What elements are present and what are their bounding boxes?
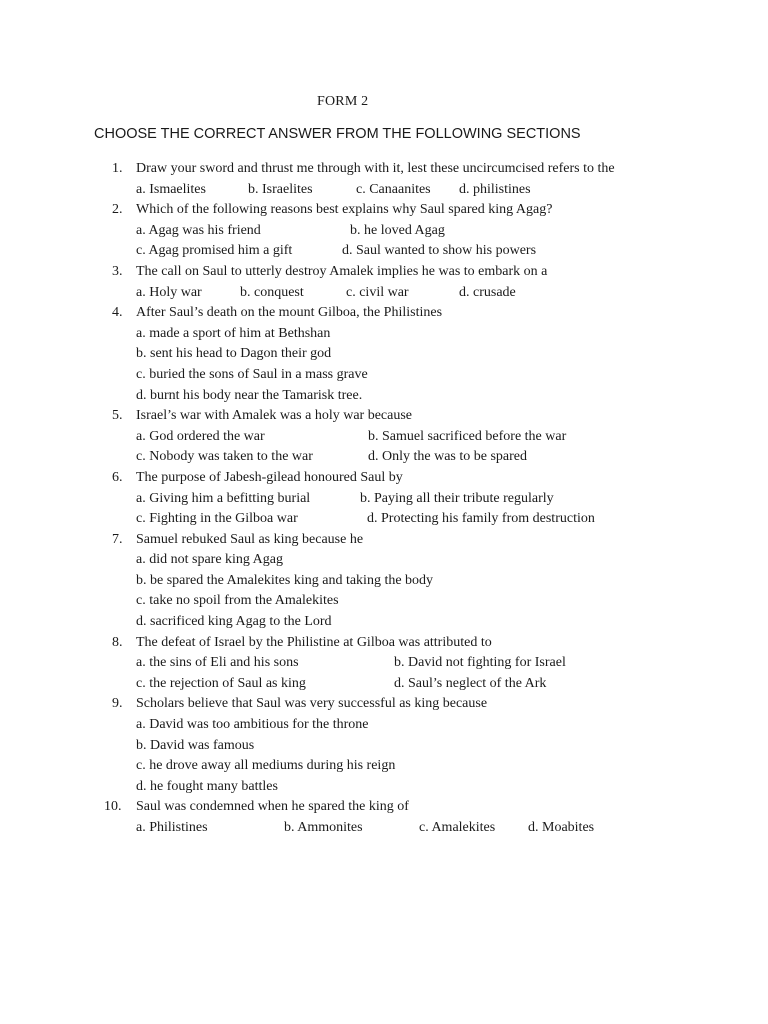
options-row: [0, 777, 768, 798]
question-text: Which of the following reasons best explains why Saul spared king Agag?: [136, 202, 553, 218]
option-c: c. buried the sons of Saul in a mass grave: [136, 366, 368, 382]
options-row: [0, 283, 768, 304]
option-a: a. did not spare king Agag: [136, 552, 283, 568]
question-10: [0, 797, 768, 818]
options-row: [0, 715, 768, 736]
question-text: Scholars believe that Saul was very successful as king because: [136, 696, 488, 712]
question-number: 10.: [104, 799, 122, 815]
option-b: b. Israelites: [248, 181, 313, 197]
question-number: 5.: [112, 408, 123, 424]
options-row: [0, 591, 768, 612]
question-3: [0, 262, 768, 283]
option-b: b. Paying all their tribute regularly: [360, 490, 554, 506]
form-title: FORM 2: [317, 94, 369, 109]
question-list: [0, 159, 768, 839]
options-row: [0, 180, 768, 201]
question-number: 3.: [112, 263, 123, 279]
question-6: [0, 468, 768, 489]
option-a: a. the sins of Eli and his sons: [136, 655, 299, 671]
option-d: d. Saul wanted to show his powers: [342, 243, 537, 259]
question-number: 1.: [112, 161, 123, 176]
option-a: a. made a sport of him at Bethshan: [136, 325, 331, 341]
option-b: b. sent his head to Dagon their god: [136, 346, 332, 362]
question-7: [0, 530, 768, 551]
question-number: 7.: [112, 531, 123, 547]
option-c: c. Canaanites: [356, 181, 431, 197]
instructions-heading: CHOOSE THE CORRECT ANSWER FROM THE FOLLOWING SECTIONS: [94, 126, 581, 142]
option-b: b. Samuel sacrificed before the war: [368, 428, 567, 444]
option-d: d. philistines: [459, 181, 531, 197]
option-a: a. Ismaelites: [136, 181, 206, 197]
option-b: b. conquest: [240, 284, 304, 300]
question-number: 8.: [112, 634, 123, 650]
options-row: [0, 241, 768, 262]
options-row: [0, 571, 768, 592]
option-d: d. Protecting his family from destruction: [367, 511, 595, 527]
option-d: d. Saul’s neglect of the Ark: [394, 675, 547, 691]
option-a: a. David was too ambitious for the throne: [136, 717, 369, 733]
option-a: a. Philistines: [136, 820, 208, 835]
question-text: Israel’s war with Amalek was a holy war because: [136, 408, 413, 424]
option-b: b. David was famous: [136, 737, 255, 753]
question-text: Draw your sword and thrust me through with it, lest these uncircumcised refers to the: [136, 161, 615, 176]
question-1: [0, 159, 768, 180]
option-a: a. Giving him a befitting burial: [136, 490, 311, 506]
option-d: d. Only the was to be spared: [368, 449, 528, 465]
option-c: c. take no spoil from the Amalekites: [136, 593, 339, 609]
options-row: [0, 509, 768, 530]
option-d: d. he fought many battles: [136, 778, 278, 794]
question-5: [0, 406, 768, 427]
option-b: b. he loved Agag: [350, 222, 445, 238]
question-4: [0, 303, 768, 324]
question-text: Saul was condemned when he spared the king of: [136, 799, 409, 815]
question-9: [0, 694, 768, 715]
question-text: The defeat of Israel by the Philistine at Gilboa was attributed to: [136, 634, 492, 650]
question-text: Samuel rebuked Saul as king because he: [136, 531, 364, 547]
option-c: c. Agag promised him a gift: [136, 243, 293, 259]
options-row: [0, 612, 768, 633]
option-a: a. Holy war: [136, 284, 202, 300]
options-row: [0, 674, 768, 695]
options-row: [0, 818, 768, 839]
option-b: b. Ammonites: [284, 820, 363, 835]
question-2: [0, 200, 768, 221]
options-row: [0, 736, 768, 757]
options-row: [0, 344, 768, 365]
options-row: [0, 365, 768, 386]
question-number: 6.: [112, 469, 123, 485]
option-c: c. Nobody was taken to the war: [136, 449, 313, 465]
option-c: c. Fighting in the Gilboa war: [136, 511, 298, 527]
option-a: a. God ordered the war: [136, 428, 265, 444]
question-text: The call on Saul to utterly destroy Amalek implies he was to embark on a: [136, 263, 548, 279]
options-row: [0, 324, 768, 345]
option-d: d. crusade: [459, 284, 516, 300]
question-8: [0, 633, 768, 654]
question-number: 4.: [112, 305, 123, 321]
options-row: [0, 221, 768, 242]
option-d: d. sacrificed king Agag to the Lord: [136, 614, 332, 630]
options-row: [0, 653, 768, 674]
option-a: a. Agag was his friend: [136, 222, 261, 238]
options-row: [0, 427, 768, 448]
options-row: [0, 447, 768, 468]
option-b: b. be spared the Amalekites king and taking the body: [136, 572, 434, 588]
option-c: c. Amalekites: [419, 820, 496, 835]
options-row: [0, 386, 768, 407]
option-c: c. the rejection of Saul as king: [136, 675, 306, 691]
option-b: b. David not fighting for Israel: [394, 655, 566, 671]
options-row: [0, 550, 768, 571]
options-row: [0, 489, 768, 510]
option-d: d. burnt his body near the Tamarisk tree.: [136, 387, 363, 403]
question-number: 9.: [112, 696, 123, 712]
question-text: The purpose of Jabesh-gilead honoured Saul by: [136, 469, 403, 485]
option-c: c. civil war: [346, 284, 409, 300]
question-number: 2.: [112, 202, 123, 218]
question-text: After Saul’s death on the mount Gilboa, the Philistines: [136, 305, 443, 321]
options-row: [0, 756, 768, 777]
option-d: d. Moabites: [528, 820, 595, 835]
option-c: c. he drove away all mediums during his reign: [136, 758, 396, 774]
